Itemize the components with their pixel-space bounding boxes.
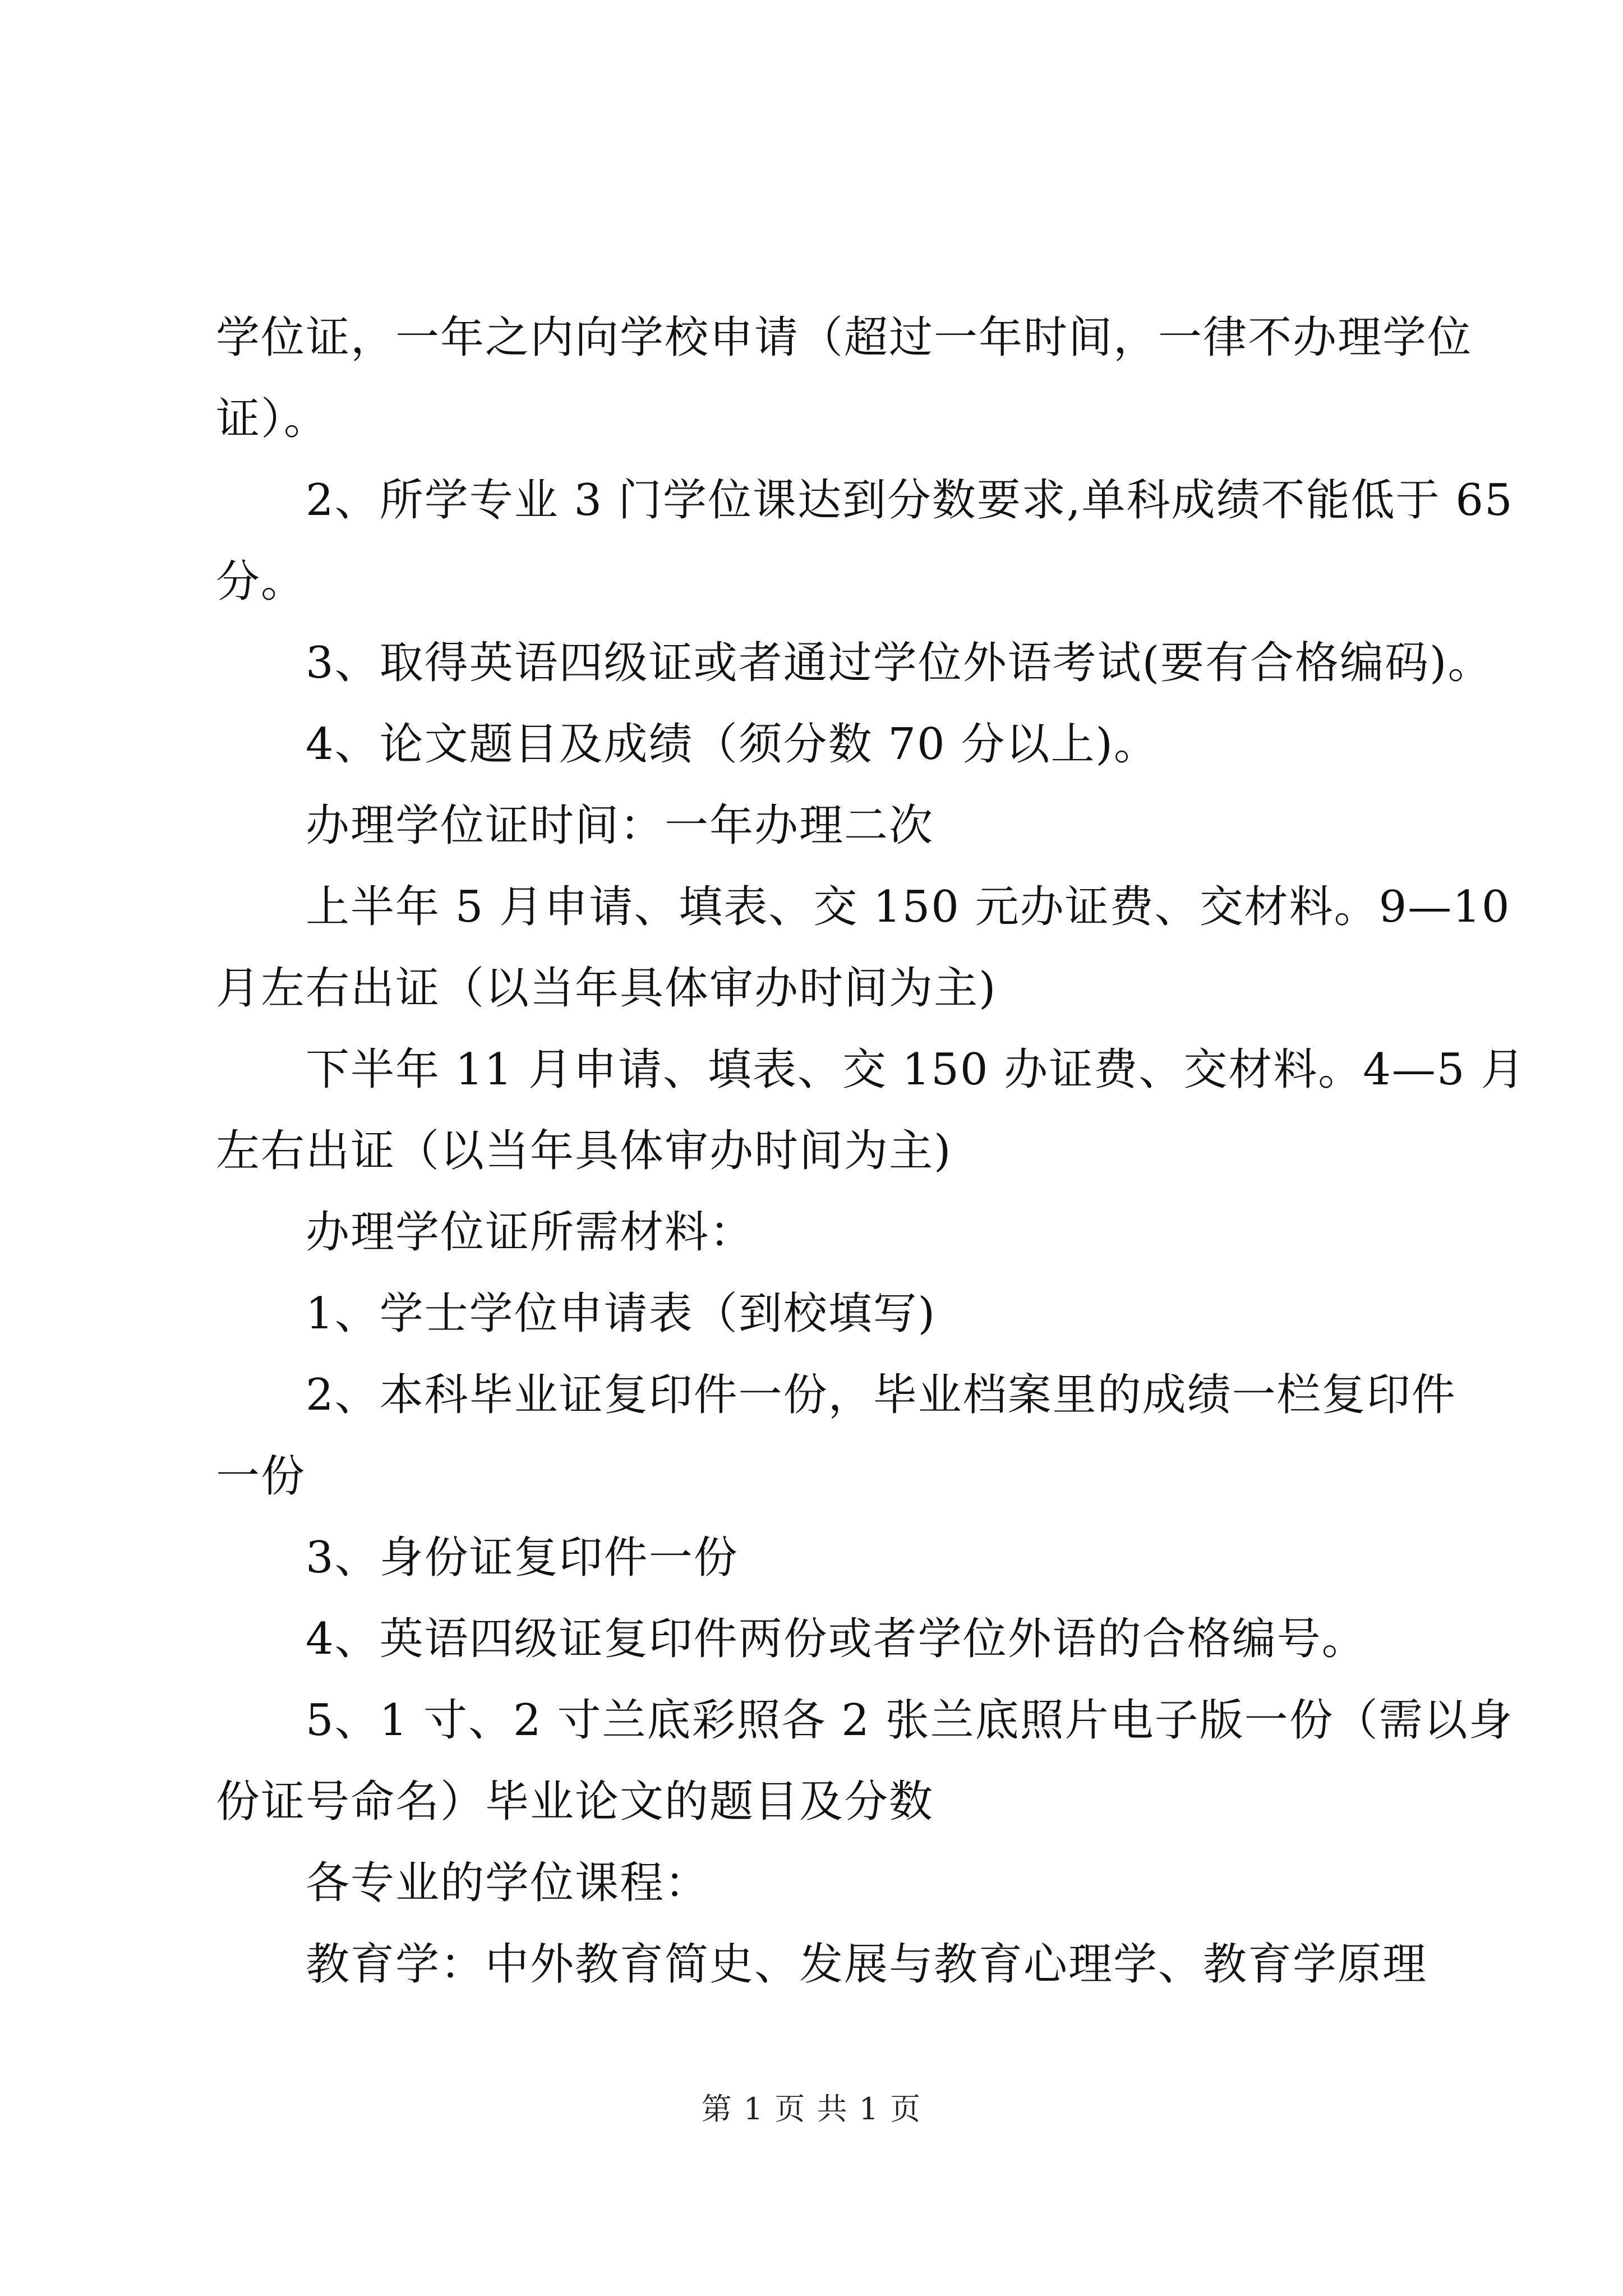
text-line-4: 分。 [216,556,306,607]
text-line-19: 份证号命名）毕业论文的题目及分数 [216,1777,934,1827]
text-line-20: 各专业的学位课程： [306,1858,710,1908]
text-line-12: 办理学位证所需材料： [306,1207,755,1258]
page-footer: 第 1 页 共 1 页 [701,2091,922,2127]
text-line-5: 3、取得英语四级证或者通过学位外语考试(要有合格编码)。 [306,638,1493,688]
text-line-15: 一份 [216,1451,306,1502]
text-line-2: 证）。 [216,394,329,444]
text-line-9: 月左右出证（以当年具体审办时间为主) [216,963,997,1014]
text-line-7: 办理学位证时间：一年办理二次 [306,800,934,851]
text-line-11: 左右出证（以当年具体审办时间为主) [216,1126,952,1176]
text-line-6: 4、论文题目及成绩（须分数 70 分以上)。 [306,719,1159,770]
text-line-10: 下半年 11 月申请、填表、交 150 办证费、交材料。4—5 月 [306,1045,1526,1095]
text-line-3: 2、所学专业 3 门学位课达到分数要求,单科成绩不能低于 65 [306,475,1514,526]
text-line-14: 2、本科毕业证复印件一份，毕业档案里的成绩一栏复印件 [306,1370,1456,1420]
document-body [216,297,1526,2005]
text-line-18: 5、1 寸、2 寸兰底彩照各 2 张兰底照片电子版一份（需以身 [306,1695,1514,1746]
text-line-1: 学位证，一年之内向学校申请（超过一年时间，一律不办理学位 [216,312,1473,363]
text-line-17: 4、英语四级证复印件两份或者学位外语的合格编号。 [306,1614,1367,1664]
text-line-13: 1、学士学位申请表（到校填写) [306,1289,937,1339]
text-line-16: 3、身份证复印件一份 [306,1533,739,1583]
text-line-8: 上半年 5 月申请、填表、交 150 元办证费、交材料。9—10 [306,882,1511,932]
text-line-21: 教育学：中外教育简史、发展与教育心理学、教育学原理 [306,1939,1428,1990]
